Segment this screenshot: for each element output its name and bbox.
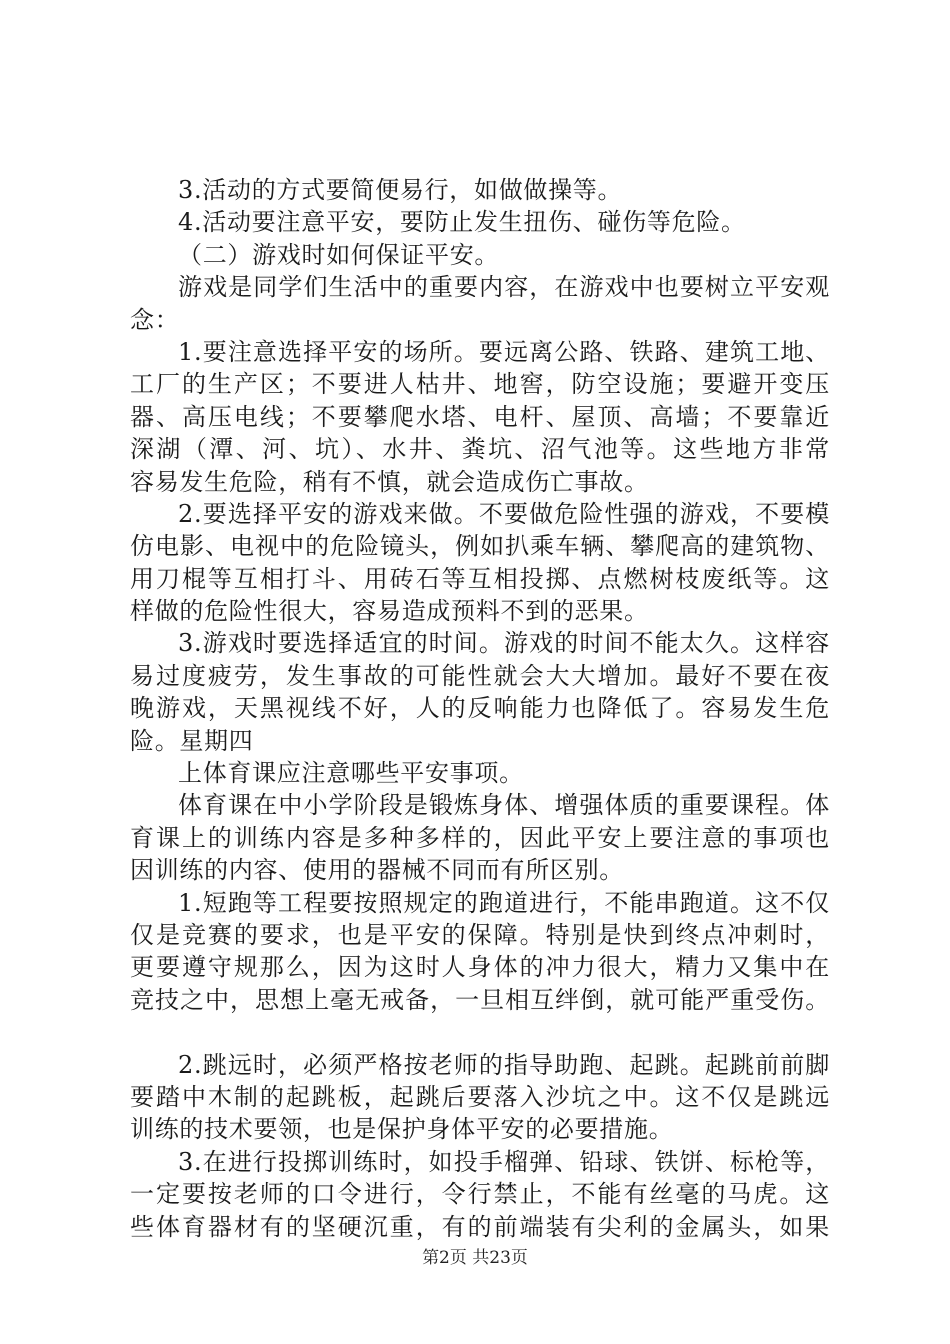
text-line: 1.短跑等工程要按照规定的跑道进行，不能串跑道。这不仅	[178, 888, 830, 917]
text-line: 体育课在中小学阶段是锻炼身体、增强体质的重要课程。体	[178, 791, 830, 820]
text-line: 容易发生危险，稍有不慎，就会造成伤亡事故。	[130, 467, 649, 496]
text-line: 工厂的生产区；不要进人枯井、地窖，防空设施；要避开变压	[130, 370, 830, 399]
text-line: 深湖（潭、河、坑）、水井、粪坑、沼气池等。这些地方非常	[130, 435, 830, 464]
text-line: 1.要注意选择平安的场所。要远离公路、铁路、建筑工地、	[178, 337, 830, 366]
text-line: 3.游戏时要选择适宜的时间。游戏的时间不能太久。这样容	[178, 629, 830, 658]
text-line: 要踏中木制的起跳板，起跳后要落入沙坑之中。这不仅是跳远	[130, 1082, 830, 1111]
text-line: 4.活动要注意平安，要防止发生扭伤、碰伤等危险。	[178, 208, 746, 237]
text-line: 一定要按老师的口令进行，令行禁止，不能有丝毫的马虎。这	[130, 1180, 830, 1209]
text-line: 游戏是同学们生活中的重要内容，在游戏中也要树立平安观	[178, 273, 830, 302]
text-line: 2.跳远时，必须严格按老师的指导助跑、起跳。起跳前前脚	[178, 1050, 830, 1079]
text-line: 样做的危险性很大，容易造成预料不到的恶果。	[130, 597, 649, 626]
text-line: 些体育器材有的坚硬沉重，有的前端装有尖利的金属头，如果	[130, 1212, 830, 1241]
text-line: 念：	[130, 305, 180, 334]
text-line: 晚游戏，天黑视线不好，人的反响能力也降低了。容易发生危	[130, 694, 830, 723]
text-line: 竞技之中，思想上毫无戒备，一旦相互绊倒，就可能严重受伤。	[130, 985, 830, 1014]
text-line: 3.在进行投掷训练时，如投手榴弹、铅球、铁饼、标枪等，	[178, 1147, 830, 1176]
text-line: 易过度疲劳，发生事故的可能性就会大大增加。最好不要在夜	[130, 661, 830, 690]
page-footer: 第2页 共23页	[422, 1248, 528, 1268]
text-line: 险。星期四	[130, 726, 254, 755]
text-line: 仿电影、电视中的危险镜头，例如扒乘车辆、攀爬高的建筑物、	[130, 532, 830, 561]
text-line: 更要遵守规那么，因为这时人身体的冲力很大，精力又集中在	[130, 953, 830, 982]
text-line: 上体育课应注意哪些平安事项。	[178, 759, 524, 788]
text-line: 用刀棍等互相打斗、用砖石等互相投掷、点燃树枝废纸等。这	[130, 564, 830, 593]
text-line: （二）游戏时如何保证平安。	[178, 240, 500, 269]
text-line: 2.要选择平安的游戏来做。不要做危险性强的游戏，不要模	[178, 499, 830, 528]
text-line: 训练的技术要领，也是保护身体平安的必要措施。	[130, 1115, 674, 1144]
text-line: 器、高压电线；不要攀爬水塔、电杆、屋顶、高墙；不要靠近	[130, 402, 830, 431]
blank-line	[130, 1016, 830, 1048]
body-text	[130, 174, 830, 1243]
text-line: 仅是竞赛的要求，也是平安的保障。特别是快到终点冲刺时，	[130, 920, 830, 949]
text-line: 因训练的内容、使用的器械不同而有所区别。	[130, 856, 624, 885]
text-line: 育课上的训练内容是多种多样的，因此平安上要注意的事项也	[130, 823, 830, 852]
text-line: 3.活动的方式要简便易行，如做做操等。	[178, 176, 623, 204]
